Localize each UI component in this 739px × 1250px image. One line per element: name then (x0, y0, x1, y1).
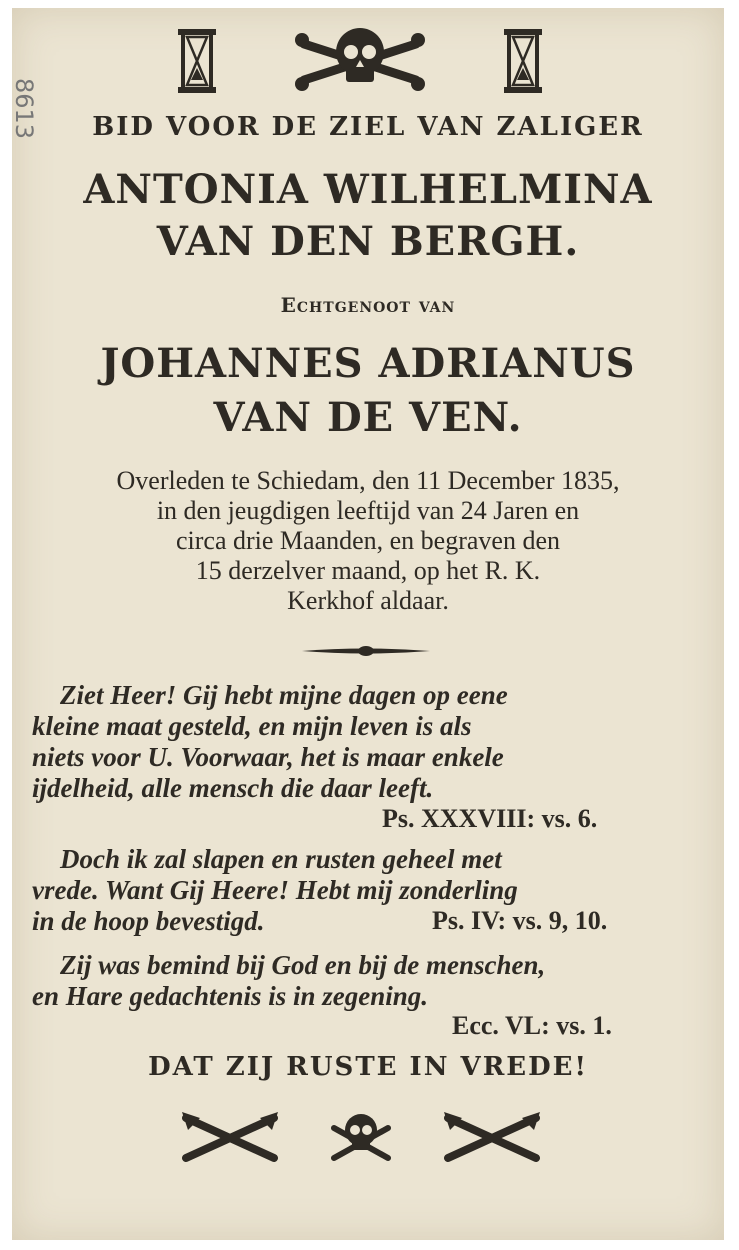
spouse-name-line2: VAN DE VEN. (213, 394, 523, 441)
verse-reference: Ecc. VL: vs. 1. (452, 1011, 612, 1040)
verse-line: Zij was bemind bij God en bij de menschen, (60, 950, 546, 980)
memorial-card (12, 8, 724, 1240)
prayer-heading: BID VOOR DE ZIEL VAN ZALIGER (92, 112, 644, 142)
verse-reference: Ps. IV: vs. 9, 10. (432, 906, 608, 935)
crossed-torches-icon (440, 1110, 544, 1164)
skull-crossbones-icon (328, 1108, 394, 1164)
verse-line: vrede. Want Gij Heere! Hebt mij zonderling (32, 875, 518, 905)
details-line: 15 derzelver maand, op het R. K. (195, 556, 541, 585)
hourglass-icon (176, 28, 218, 94)
verse-line: ijdelheid, alle mensch die daar leeft. (32, 773, 434, 803)
details-line: in den jeugdigen leeftijd van 24 Jaren en (156, 496, 580, 525)
ornamental-divider (302, 644, 430, 658)
deceased-name-line1: ANTONIA WILHELMINA (83, 166, 653, 213)
skull-crossbones-icon (294, 22, 426, 92)
crossed-torches-icon (178, 1110, 282, 1164)
handwritten-number: 8613 (10, 78, 38, 140)
spouse-name-line1: JOHANNES ADRIANUS (100, 340, 636, 387)
deceased-name-line2: VAN DEN BERGH. (156, 218, 580, 265)
verse-line: in de hoop bevestigd. (32, 906, 265, 936)
verse-line: Ziet Heer! Gij hebt mijne dagen op eene (60, 680, 508, 710)
hourglass-icon (502, 28, 544, 94)
verse-reference: Ps. XXXVIII: vs. 6. (382, 804, 598, 833)
details-line: Overleden te Schiedam, den 11 December 1835, (116, 466, 620, 495)
details-line: circa drie Maanden, en begraven den (175, 526, 561, 555)
details-line: Kerkhof aldaar. (287, 586, 449, 615)
verse-line: en Hare gedachtenis is in zegening. (32, 981, 429, 1011)
spouse-label: Echtgenoot van (280, 293, 456, 317)
verse-line: Doch ik zal slapen en rusten geheel met (60, 844, 502, 874)
verse-line: niets voor U. Voorwaar, het is maar enkele (32, 742, 504, 772)
verse-line: kleine maat gesteld, en mijn leven is als (32, 711, 472, 741)
closing-text: DAT ZIJ RUSTE IN VREDE! (148, 1052, 588, 1082)
